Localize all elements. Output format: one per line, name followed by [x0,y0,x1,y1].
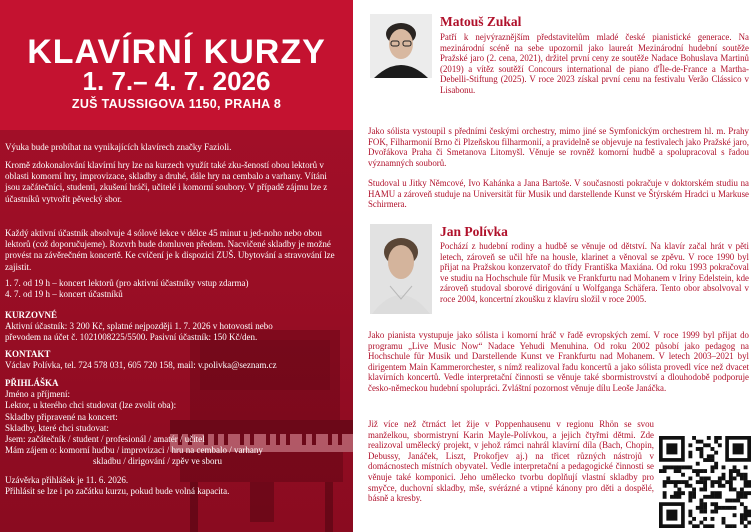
fee-label: KURZOVNÉ [5,310,58,320]
intro-paragraph: Výuka bude probíhat na vynikajících klavírech značky Fazioli. [5,142,232,152]
lessons-paragraph: Každý aktivní účastník absolvuje 4 sólové lekce v délce 45 minut u jed-noho nebo obou lektorů (což doporučujeme). Rozvrh bude domluven předem. Nacvičené skladby je možné provést na závěrečném koncertě. Ke cvičení je k dispozici ZUŠ. Ubytování a stravování lze zajistit. [5,228,335,272]
course-title: KLAVÍRNÍ KURZY [27,33,326,71]
lecturer-name: Jan Polívka [440,224,508,239]
qr-code[interactable] [659,436,751,528]
form-line: Jméno a příjmení: [5,389,70,400]
deadline-section [5,475,343,497]
fee-line-1: Aktivní účastník: 3 200 Kč, splatné nejpozději 1. 7. 2026 v hotovosti nebo [5,321,273,332]
form-line: Jsem: začátečník / student / profesionál / amatér / učitel [5,434,205,445]
lecturers-panel [360,0,753,532]
fee-line-2: převodem na účet č. 1021008225/5500. Pasivní účastník: 150 Kč/den. [5,332,258,343]
concerts-text [5,278,343,300]
deadline-line-2: Přihlásit se lze i po začátku kurzu, pokud bude volná kapacita. [5,486,230,497]
application-section [5,378,343,468]
bio-paragraph: Již více než čtrnáct let žije v Poppenhausenu v regionu Rhön se svou manželkou, sbormistryní Karin Mayle-Polívkou, a jejich čtyřmi dětmi. Zde realizoval umělecký projekt, v jehož rámci nahrál klavírní díla (Bach, Chopin, Debussy, Janáček, Liszt, Prokofjev aj.) na třicet různých nástrojů v domácnostech místních obyvatel. Vedle interpretační a pedagogické činnosti se věnuje také komponici. Jeho umělecko tvorbu doplňují vlastní skladby pro smyčce, duchovní skladby, mše, svérázné a vtipné kánony pro děti a dospělé, básně a kresby. [368,419,654,504]
form-line: Skladby připravené na koncert: [5,411,118,422]
lecturer-bio [440,241,749,305]
form-line: Skladby, které chci studovat: [5,422,109,433]
description-text [5,160,343,205]
fee-section [5,310,343,344]
form-line: Lektor, u kterého chci studovat (lze zvolit oba): [5,400,177,411]
lecturer-name: Matouš Zukal [440,14,522,29]
form-line: Mám zájem o: komorní hudbu / improvizaci / hru na cembalo / varhany [5,445,263,456]
deadline-line-1: Uzávěrka přihlášek je 11. 6. 2026. [5,475,129,485]
lecturer-bio [368,330,749,394]
form-line: skladbu / dirigování / zpěv ve sboru [93,456,222,467]
description-paragraph: Kromě zdokonalování klavírní hry lze na kurzech využít také zku-šeností obou lektorů v oblasti komorní hry, improvizace, skladby a druhé, dále hry na cembalo a varhany. Vítáni jsou začátečníci, studenti, zkušení hráči, učitelé i komorní soubory. V případě zájmu lze z účastníků vytvořit pěvecký sbor. [5,160,328,204]
intro-text [5,142,343,153]
lecturer-photo [370,14,432,78]
course-info-panel [0,0,353,532]
contact-line: Václav Polívka, tel. 724 578 031, 605 720 158, mail: v.polivka@seznam.cz [5,360,277,371]
bio-paragraph: Studoval u Jitky Němcové, Ivo Kahánka a Jana Bartoše. V současnosti pokračuje v doktorském studiu na HAMU a zároveň studuje na Universität für Musik und darstellende Kunst ve Štýrském Hradci u Markuse Schirmera. [368,178,749,210]
bio-paragraph: Pochází z hudební rodiny a hudbě se věnuje od dětství. Na klavír začal hrát v pěti letech, zároveň se učil hře na housle, klarinet a věnoval se zpěvu. V roce 1990 byl přijat na Pražskou konzervatoř do třídy Františka Maxiána. Od roku 1993 pokračoval ve studiu na Hochschule für Musik ve Frankfurtu nad Mohanem v Iriny Edelstein, kde zároveň studoval sborové dirigování u Wolfganga Schäfera. Tento obor absolvoval v roce 2004, koncertní zkoušku z klavíru složil v roce 2005. [440,241,749,304]
contact-label: KONTAKT [5,349,51,359]
qr-code-image [659,436,751,528]
lecturer-photo [370,224,432,314]
lecturer-bio [368,126,749,168]
contact-section [5,349,343,371]
bio-paragraph: Jako pianista vystupuje jako sólista i komorní hráč v řadě evropských zemí. V roce 1999 byl přijat do programu „Live Music Now“ Nadace Yehudi Menuhina. Od roku 2002 působí jako pedagog na Hochschule für Musik und Darstellende Kunst ve Frankfurtu nad Mohanem. V letech 2003–2021 byl dirigentem Main Kammerorchester, s nímž realizoval řadu koncertů a jako sólista provedl více než dvacet klavírních koncertů. Vedle interpretační činnosti se věnuje také sbormistrovství a dlouhodobě podporuje česko-německou hudební spolupráci. Zvláštní pozornost věnuje dílu Leoše Janáčka. [368,330,749,393]
lecturer-bio [368,419,654,504]
concert-participants: 4. 7. od 19 h – koncert účastníků [5,289,123,300]
bio-paragraph: Jako sólista vystoupil s předními českými orchestry, mimo jiné se Symfonickým orchestrem hl. m. Prahy FOK, Filharmonií Brno či Plzeňskou filharmonií, a pravidelně se objevuje na festivalech jako Pražské jaro, Dvořákova Praha či Smetanova Litomyšl. Věnuje se rovněž komorní hudbě a spolupracoval s řadou významných souborů. [368,126,749,168]
bio-paragraph: Patří k nejvýraznějším představitelům mladé české pianistické generace. Na mezinárodní scéně na sebe upozornil jako laureát Mezinárodní hudební soutěže Pražské jaro (2. cena, 2021), držitel první ceny ze soutěže Nadace Bohuslava Martinů (2019) a vítěz soutěží Concours international de piano d'Île-de-France a Martha-Debelli-Stiftung (2025). V roce 2023 získal první cenu na festivalu Verão Clássico v Lisabonu. [440,32,749,95]
lessons-text [5,228,343,273]
lecturer-bio [440,32,749,96]
course-dates: 1. 7.– 4. 7. 2026 [82,66,271,96]
application-label: PŘIHLÁŠKA [5,378,59,388]
portrait-image [370,224,432,314]
portrait-image [370,14,432,78]
course-venue: ZUŠ TAUSSIGOVA 1150, PRAHA 8 [71,97,282,111]
concert-lecturers: 1. 7. od 19 h – koncert lektorů (pro aktivní účastníky vstup zdarma) [5,278,249,288]
lecturer-bio [368,178,749,210]
